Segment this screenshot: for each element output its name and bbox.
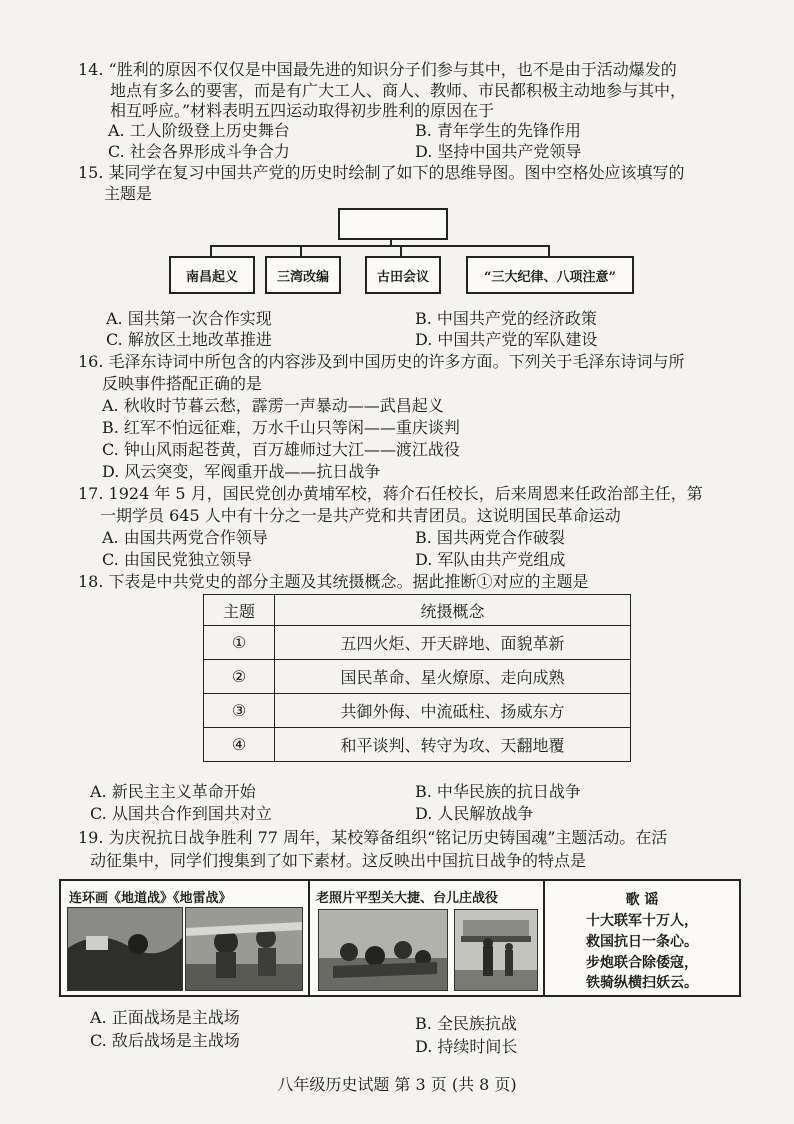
comic-image-tunnel-warfare — [67, 907, 183, 991]
q19-materials-strip — [59, 879, 741, 997]
panel-ballad — [545, 881, 739, 995]
mind-map-box-1: 南昌起义 — [169, 256, 255, 294]
table-cell-topic: ① — [204, 626, 275, 660]
q14-stem-line-3: 相互呼应。”材料表明五四运动取得初步胜利的原因在于 — [110, 101, 495, 120]
q16-option-c: C. 钟山风雨起苍黄，百万雄师过大江——渡江战役 — [102, 440, 460, 459]
q15-option-c: C. 解放区土地改革推进 — [106, 330, 272, 349]
q15-stem-line-1: 15. 某同学在复习中国共产党的历史时绘制了如下的思维导图。图中空格处应该填写的 — [78, 163, 685, 182]
photo-pingxingguan-victory — [318, 909, 448, 991]
table-row — [204, 660, 631, 694]
mind-map-box-2: 三湾改编 — [265, 256, 341, 294]
page-footer: 八年级历史试题 第 3 页 (共 8 页) — [277, 1075, 517, 1094]
q15-option-a: A. 国共第一次合作实现 — [106, 309, 272, 328]
ballad-line-3: 步炮联合除倭寇， — [586, 955, 698, 971]
table-row — [204, 694, 631, 728]
panel-title: 歌 谣 — [625, 892, 659, 908]
q14-option-a: A. 工人阶级登上历史舞台 — [108, 121, 290, 140]
mind-map-connector — [210, 245, 548, 247]
ballad-line-4: 铁骑纵横扫妖云。 — [586, 975, 698, 991]
q18-stem: 18. 下表是中共党史的部分主题及其统摄概念。据此推断①对应的主题是 — [78, 572, 589, 591]
q16-option-a: A. 秋收时节暮云愁，霹雳一声暴动——武昌起义 — [102, 396, 444, 415]
q16-option-d: D. 风云突变，军阀重开战——抗日战争 — [102, 462, 381, 481]
table-cell-concept: 和平谈判、转守为攻、天翻地覆 — [275, 728, 631, 762]
mind-map-box-3: 古田会议 — [365, 256, 441, 294]
panel-comic-strips — [61, 881, 307, 995]
q18-option-c: C. 从国共合作到国共对立 — [90, 804, 272, 823]
q17-stem-line-2: 一期学员 645 人中有十分之一是共产党和共青团员。这说明国民革命运动 — [100, 506, 621, 525]
q15-stem-line-2: 主题是 — [104, 184, 153, 203]
table-cell-topic: ② — [204, 660, 275, 694]
q16-option-b: B. 红军不怕远征难，万水千山只等闲——重庆谈判 — [102, 418, 460, 437]
q17-option-c: C. 由国民党独立领导 — [102, 550, 252, 569]
q16-stem-line-1: 16. 毛泽东诗词中所包含的内容涉及到中国历史的许多方面。下列关于毛泽东诗词与所 — [78, 352, 685, 371]
q17-option-a: A. 由国共两党合作领导 — [102, 528, 268, 547]
table-cell-topic: ④ — [204, 728, 275, 762]
q14-option-b: B. 青年学生的先锋作用 — [415, 121, 581, 140]
table-row — [204, 728, 631, 762]
table-header-topic: 主题 — [204, 595, 275, 626]
q17-option-b: B. 国共两党合作破裂 — [415, 528, 565, 547]
table-cell-concept: 共御外侮、中流砥柱、扬威东方 — [275, 694, 631, 728]
q19-stem-line-2: 动征集中，同学们搜集到了如下素材。这反映出中国抗日战争的特点是 — [90, 851, 587, 870]
q17-stem-line-1: 17. 1924 年 5 月，国民党创办黄埔军校，蒋介石任校长，后来周恩来任政治部主任，第 — [78, 484, 703, 503]
q14-stem-line-1: 14. “胜利的原因不仅仅是中国最先进的知识分子们参与其中，也不是由于活动爆发的 — [78, 60, 677, 79]
q15-option-b: B. 中国共产党的经济政策 — [415, 309, 597, 328]
q18-table — [203, 594, 631, 762]
q14-stem-line-2: 地点有多么的要害，而是有广大工人、商人、教师、市民都积极主动地参与其中， — [110, 81, 687, 100]
ballad-line-2: 救国抗日一条心。 — [586, 934, 698, 950]
comic-image-landmine-warfare — [185, 907, 303, 991]
mind-map-blank-box — [338, 208, 448, 240]
q18-option-a: A. 新民主主义革命开始 — [90, 782, 256, 801]
panel-title: 老照片平型关大捷、台儿庄战役 — [316, 891, 499, 906]
q14-option-c: C. 社会各界形成斗争合力 — [108, 142, 290, 161]
q18-option-b: B. 中华民族的抗日战争 — [415, 782, 581, 801]
table-cell-concept: 国民革命、星火燎原、走向成熟 — [275, 660, 631, 694]
table-cell-topic: ③ — [204, 694, 275, 728]
mind-map-box-4: “三大纪律、八项注意” — [466, 256, 634, 294]
q15-option-d: D. 中国共产党的军队建设 — [415, 330, 598, 349]
q16-stem-line-2: 反映事件搭配正确的是 — [102, 374, 263, 393]
ballad-line-1: 十大联军十万人， — [586, 913, 698, 929]
q14-option-d: D. 坚持中国共产党领导 — [415, 142, 582, 161]
q19-stem-line-1: 19. 为庆祝抗日战争胜利 77 周年，某校筹备组织“铭记历史铸国魂”主题活动。在活 — [78, 828, 668, 847]
q19-option-d: D. 持续时间长 — [415, 1037, 518, 1056]
q19-option-a: A. 正面战场是主战场 — [90, 1008, 240, 1027]
q17-option-d: D. 军队由共产党组成 — [415, 550, 566, 569]
q19-option-c: C. 敌后战场是主战场 — [90, 1031, 240, 1050]
table-header-row — [204, 595, 631, 626]
photo-taierzhuang-battle — [454, 909, 538, 991]
table-row — [204, 626, 631, 660]
panel-old-photos — [310, 881, 543, 995]
table-header-concept: 统摄概念 — [275, 595, 631, 626]
q19-option-b: B. 全民族抗战 — [415, 1014, 517, 1033]
panel-title: 连环画《地道战》《地雷战》 — [69, 891, 232, 906]
q18-option-d: D. 人民解放战争 — [415, 804, 534, 823]
table-cell-concept: 五四火炬、开天辟地、面貌革新 — [275, 626, 631, 660]
